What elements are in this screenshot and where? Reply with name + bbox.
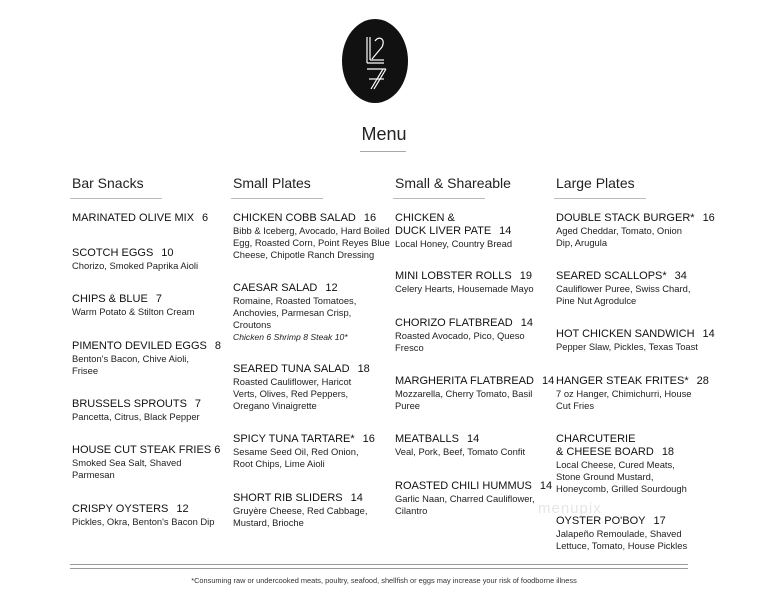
menu-item: MARINATED OLIVE MIX 6 (72, 212, 209, 224)
heading-divider (231, 198, 323, 199)
logo-l27-glyph (342, 19, 408, 103)
footer-divider (70, 564, 688, 565)
menu-item: SPICY TUNA TARTARE* 16 Sesame Seed Oil, Red Onion, Root Chips, Lime Aioli (233, 433, 375, 469)
menu-item: SCOTCH EGGS 10 Chorizo, Smoked Paprika Aioli (72, 247, 199, 271)
page-title: Menu (361, 124, 407, 144)
heading-divider (554, 198, 646, 199)
heading-small-shareable: Small & Shareable (395, 175, 511, 191)
menu-item: OYSTER PO'BOY 17 Jalapeño Remoulade, Shaved Lettuce, Tomato, House Pickles (556, 515, 688, 551)
restaurant-logo (342, 19, 408, 103)
heading-small-plates: Small Plates (233, 175, 311, 191)
title-divider (360, 151, 406, 152)
menu-item: HOT CHICKEN SANDWICH 14 Pepper Slaw, Pickles, Texas Toast (556, 328, 715, 352)
menu-item: SEARED TUNA SALAD 18 Roasted Cauliflower, Haricot Verts, Olives, Red Peppers, Oregano Vinaigrette (233, 363, 370, 411)
heading-large-plates: Large Plates (556, 175, 635, 191)
add-protein-options: Chicken 6 Shrimp 8 Steak 10* (233, 332, 348, 342)
menu-item: CHICKEN & DUCK LIVER PATE 14 Local Honey, Country Bread (395, 212, 513, 249)
heading-divider (393, 198, 485, 199)
menu-item: HOUSE CUT STEAK FRIES 6 Smoked Sea Salt, Shaved Parmesan (72, 444, 221, 480)
menu-item: CHARCUTERIE & CHEESE BOARD 18 Local Cheese, Cured Meats, Stone Ground Mustard, Honeycomb, Grilled Sourdough (556, 433, 687, 494)
menu-item: ROASTED CHILI HUMMUS 14 Garlic Naan, Charred Cauliflower, Cilantro (395, 480, 553, 516)
menu-item: CRISPY OYSTERS 12 Pickles, Okra, Benton's Bacon Dip (72, 503, 215, 527)
menu-item: SEARED SCALLOPS* 34 Cauliflower Puree, Swiss Chard, Pine Nut Agrodulce (556, 270, 691, 306)
menu-item: MARGHERITA FLATBREAD 14 Mozzarella, Cherry Tomato, Basil Puree (395, 375, 555, 411)
heading-divider (70, 198, 162, 199)
menu-item: HANGER STEAK FRITES* 28 7 oz Hanger, Chimichurri, House Cut Fries (556, 375, 709, 411)
menu-item: CHIPS & BLUE 7 Warm Potato & Stilton Cream (72, 293, 195, 317)
menu-item: SHORT RIB SLIDERS 14 Gruyère Cheese, Red Cabbage, Mustard, Brioche (233, 492, 368, 528)
menu-item: PIMENTO DEVILED EGGS 8 Benton's Bacon, Chive Aioli, Frisee (72, 340, 222, 376)
menu-item: CHORIZO FLATBREAD 14 Roasted Avocado, Pico, Queso Fresco (395, 317, 534, 353)
menu-item: DOUBLE STACK BURGER* 16 Aged Cheddar, Tomato, Onion Dip, Arugula (556, 212, 715, 248)
watermark: menupix (538, 500, 602, 517)
menu-item: CAESAR SALAD 12 Romaine, Roasted Tomatoes, Anchovies, Parmesan Crisp, Croutons Chicken 6 Shrimp 8 Steak 10* (233, 282, 357, 342)
menu-item: BRUSSELS SPROUTS 7 Pancetta, Citrus, Black Pepper (72, 398, 202, 422)
health-disclaimer: *Consuming raw or undercooked meats, poultry, seafood, shellfish or eggs may increase your risk of foodborne illness (191, 576, 577, 585)
heading-bar-snacks: Bar Snacks (72, 175, 144, 191)
menu-item: MINI LOBSTER ROLLS 19 Celery Hearts, Housemade Mayo (395, 270, 534, 294)
menu-item: CHICKEN COBB SALAD 16 Bibb & Iceberg, Avocado, Hard Boiled Egg, Roasted Corn, Point Reyes Blue Cheese, Chipotle Ranch Dressing (233, 212, 390, 260)
footer-divider (70, 568, 688, 569)
menu-item: MEATBALLS 14 Veal, Pork, Beef, Tomato Confit (395, 433, 526, 457)
